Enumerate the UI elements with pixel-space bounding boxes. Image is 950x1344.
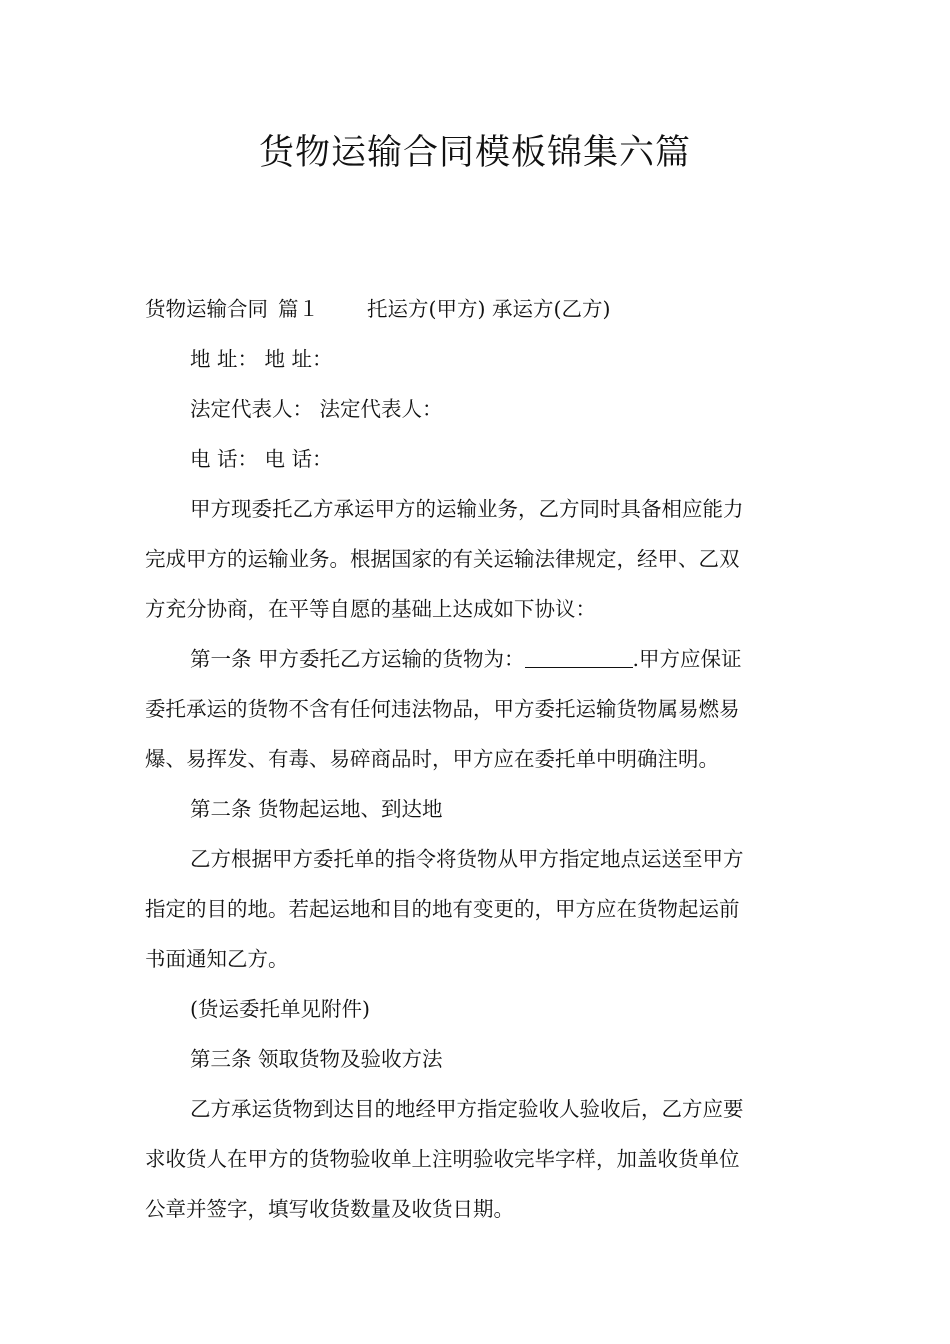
article3-line: 求收货人在甲方的货物验收单上注明验收完毕字样，加盖收货单位: [145, 1147, 740, 1171]
article3-line: 公章并签字，填写收货数量及收货日期。: [145, 1197, 514, 1221]
representative-line: 法定代表人： 法定代表人：: [190, 397, 443, 421]
goods-blank-field: [525, 645, 633, 668]
article2-line: 书面通知乙方。: [145, 947, 289, 971]
contract-part: 篇１: [278, 297, 319, 321]
intro-line: 甲方现委托乙方承运甲方的运输业务，乙方同时具备相应能力: [190, 497, 744, 521]
document-title: 货物运输合同模板锦集六篇: [258, 133, 691, 173]
phone-line: 电 话： 电 话：: [190, 447, 333, 471]
intro-line: 完成甲方的运输业务。根据国家的有关运输法律规定，经甲、乙双: [145, 547, 740, 571]
article1-suffix: .甲方应保证: [632, 647, 742, 671]
intro-line: 方充分协商，在平等自愿的基础上达成如下协议：: [145, 597, 596, 621]
article2-line: 乙方根据甲方委托单的指令将货物从甲方指定地点运送至甲方: [190, 847, 744, 871]
article1-prefix: 第一条 甲方委托乙方运输的货物为：: [190, 647, 525, 671]
article1-line: [145, 634, 807, 684]
article3-heading: 第三条 领取货物及验收方法: [190, 1047, 443, 1071]
article1-line: 委托承运的货物不含有任何违法物品，甲方委托运输货物属易燃易: [145, 697, 740, 721]
address-line: 地 址： 地 址：: [190, 347, 333, 371]
article2-heading: 第二条 货物起运地、到达地: [190, 797, 443, 821]
article2-line: 指定的目的地。若起运地和目的地有变更的，甲方应在货物起运前: [145, 897, 740, 921]
article3-line: 乙方承运货物到达目的地经甲方指定验收人验收后，乙方应要: [190, 1097, 744, 1121]
article1-line: 爆、易挥发、有毒、易碎商品时，甲方应在委托单中明确注明。: [145, 747, 719, 771]
contract-heading: 货物运输合同: [145, 297, 268, 321]
article2-note: (货运委托单见附件): [190, 997, 370, 1021]
header-line: [145, 284, 807, 334]
document-body: [145, 284, 807, 1234]
parties-label: 托运方(甲方) 承运方(乙方): [367, 297, 611, 321]
